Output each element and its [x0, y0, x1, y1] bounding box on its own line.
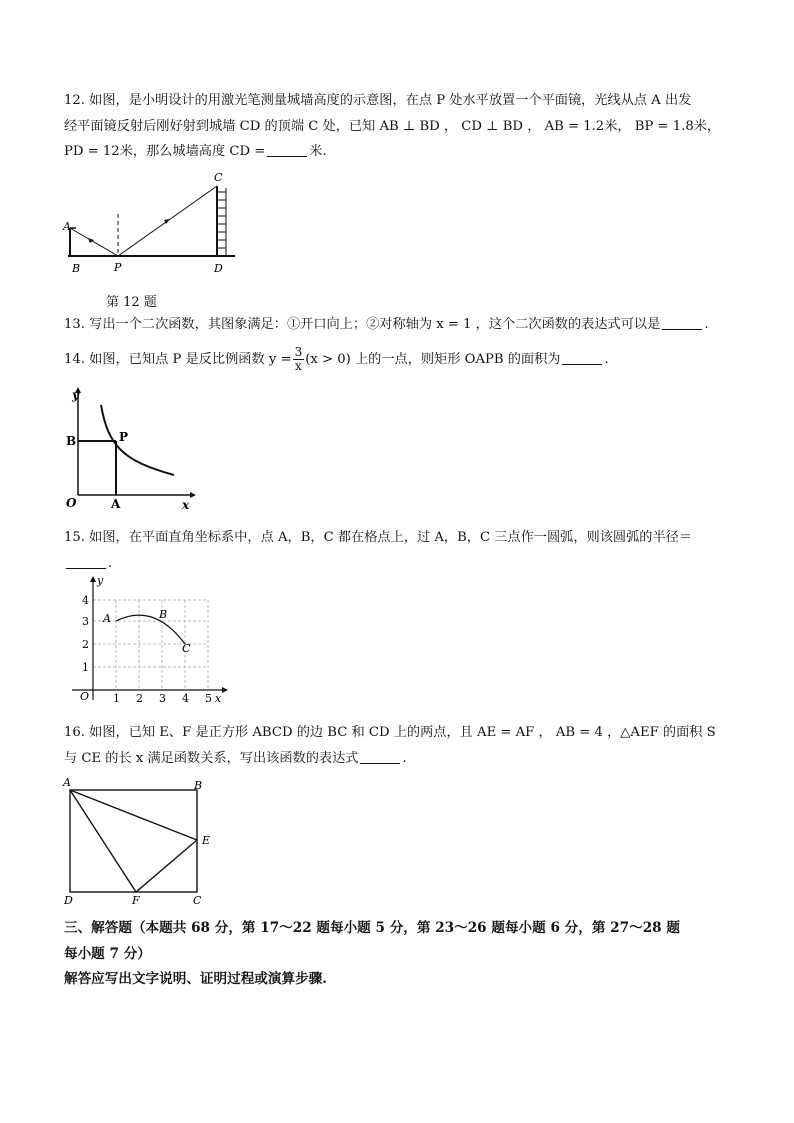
label-a: A — [63, 776, 71, 789]
label-f: F — [132, 894, 140, 907]
label-o: O — [80, 690, 90, 703]
incident-ray — [70, 228, 118, 256]
q14-figure — [64, 385, 196, 510]
axis-x-label: x — [182, 498, 190, 510]
q15-line-1: 15. 如图，在平面直角坐标系中，点 A，B，C 都在格点上，过 A，B，C 三点作一圆弧，则该圆弧的半径＝ — [64, 530, 693, 545]
answer-blank-15 — [66, 554, 106, 569]
label-c: C — [182, 642, 191, 655]
segment-ae — [70, 790, 197, 840]
q15-figure — [64, 572, 234, 708]
label-b: B — [194, 779, 203, 792]
q16-line-1: 16. 如图，已知 E、F 是正方形 ABCD 的边 BC 和 CD 上的两点，且 AE = AF ， AB = 4 ，△AEF 的面积 S — [64, 725, 716, 740]
label-c: C — [193, 894, 202, 907]
label-b: B — [159, 608, 168, 621]
fraction-denominator: x — [294, 359, 302, 373]
x-axis-arrow — [222, 687, 228, 693]
axis-y-label: y — [97, 574, 104, 587]
label-p: P — [114, 261, 122, 274]
q12-caption: 第 12 题 — [106, 295, 157, 310]
q14-text-1: 14. 如图，已知点 P 是反比例函数 y = — [64, 352, 292, 367]
q16-line-2 — [64, 749, 734, 769]
xtick-1: 1 — [113, 692, 120, 705]
square-abcd — [70, 790, 197, 892]
section-3-heading: 三、解答题（本题共 68 分，第 17～22 题每小题 5 分，第 23～26 题每小题 6 分，第 27～28 题 — [64, 920, 680, 936]
axis-x-label: x — [215, 692, 222, 705]
answer-blank-16 — [360, 749, 400, 764]
answer-blank-14 — [562, 350, 602, 365]
x-axis-arrow — [190, 492, 196, 498]
label-e: E — [202, 834, 211, 847]
q12-line-2: 经平面镜反射后刚好射到城墙 CD 的顶端 C 处，已知 AB ⊥ BD ， CD ⊥ BD ， AB = 1.2米， BP = 1.8米， — [64, 119, 721, 134]
q16-figure — [60, 776, 220, 908]
q12-line-1: 12. 如图，是小明设计的用激光笔测量城墙高度的示意图，在点 P 处水平放置一个平面镜，光线从点 A 出发 — [64, 93, 692, 108]
q15-period: . — [108, 556, 113, 571]
q16-period: . — [402, 751, 407, 766]
q14-line — [64, 346, 734, 373]
ytick-2: 2 — [82, 638, 89, 651]
arc-abc — [116, 615, 185, 644]
label-b: B — [72, 262, 81, 275]
label-a: A — [103, 612, 111, 625]
segment-af — [70, 790, 136, 892]
q13-period: . — [704, 317, 709, 332]
xtick-2: 2 — [136, 692, 143, 705]
xtick-4: 4 — [182, 692, 189, 705]
label-a: A — [111, 497, 121, 510]
axis-y-label: y — [72, 388, 79, 402]
ytick-3: 3 — [82, 615, 89, 628]
answer-blank-13 — [662, 315, 702, 330]
xtick-5: 5 — [205, 692, 212, 705]
q14-text-2: (x > 0) 上的一点，则矩形 OAPB 的面积为 — [305, 352, 561, 367]
section-3-heading-cont: 每小题 7 分） — [64, 946, 151, 962]
label-o: O — [66, 496, 77, 510]
q13-line — [64, 315, 734, 335]
q12-line-3 — [64, 142, 734, 162]
arrow-incident — [88, 238, 94, 243]
fraction-numerator: 3 — [294, 345, 303, 359]
segment-ef — [136, 840, 197, 892]
label-a: A — [63, 220, 71, 233]
xtick-3: 3 — [159, 692, 166, 705]
answer-blank-12 — [267, 142, 307, 157]
label-d: D — [214, 262, 223, 275]
y-axis-arrow — [90, 576, 96, 582]
ytick-4: 4 — [82, 594, 89, 607]
q14-fraction — [293, 346, 305, 373]
label-d: D — [64, 894, 73, 907]
q12-unit: 米. — [309, 144, 327, 159]
q13-text: 13. 写出一个二次函数，其图象满足：①开口向上；②对称轴为 x = 1 ，这个二次函数的表达式可以是 — [64, 317, 661, 332]
q14-period: . — [604, 352, 609, 367]
q12-line-3-text: PD = 12米，那么城墙高度 CD = — [64, 144, 266, 159]
wall-hatching — [217, 188, 226, 256]
label-b: B — [66, 434, 77, 448]
label-c: C — [214, 171, 223, 184]
q12-figure — [60, 170, 240, 278]
label-p: P — [119, 430, 129, 444]
q15-line-2 — [64, 554, 734, 574]
section-3-instruction: 解答应写出文字说明、证明过程或演算步骤. — [64, 971, 328, 987]
ytick-1: 1 — [82, 661, 89, 674]
q16-text: 与 CE 的长 x 满足函数关系，写出该函数的表达式 — [64, 751, 359, 766]
